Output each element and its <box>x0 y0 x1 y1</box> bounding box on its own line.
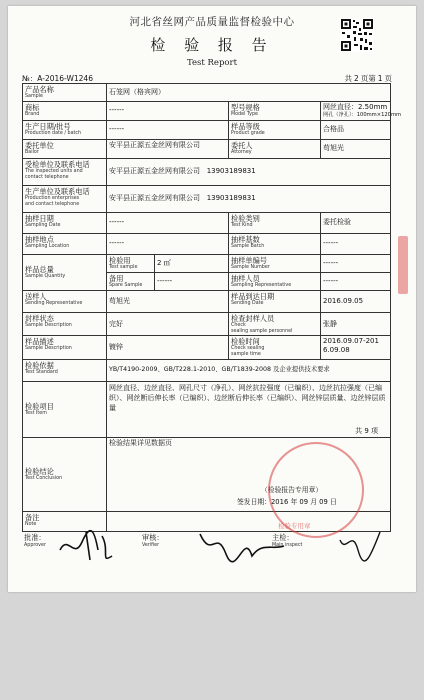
brand-value: ------ <box>107 101 229 120</box>
qr-code-icon <box>340 18 374 52</box>
row-items: 检验项目 Test Item 网丝直径、边丝直径、网孔尺寸（净孔）、网丝抗拉强度（已编织）、边丝抗拉强度（已编织）、网丝断后伸长率（已编织）、边丝断后伸长率（已编织）、网丝锌层质量、边丝锌层质量 共 9 项 <box>23 381 391 437</box>
report-title: 检 验 报 告 <box>150 36 274 54</box>
row-standard: 检验依据 Test Standard YB/T4190-2009、GB/T228.1-2010、GB/T1839-2008 及企业提供技术要求 <box>23 359 391 381</box>
approver-label: 批准： Approver <box>24 533 46 548</box>
inspector-label: 主检： Main inspect <box>272 533 303 548</box>
row-bailor: 委托单位 Bailor 安平县正源五金丝网有限公司 委托人 Attorney 苟旭光 <box>23 139 391 158</box>
row-description: 封样状态 Sample Description 完好 检查封样人员 Check sealing sample personnel 张静 <box>23 312 391 336</box>
row-spare-sample: 备用 Spare Sample ------ 抽样人员 Sampling Representative ------ <box>23 272 391 290</box>
report-subtitle: Test Report <box>187 58 237 68</box>
row-sending: 送样人 Sending Representative 苟旭光 样品到达日期 Sending Date 2016.09.05 <box>23 290 391 312</box>
side-seal-icon <box>398 236 408 294</box>
verifier-label: 审核： Verifier <box>142 533 164 548</box>
row-producer: 生产单位及联系电话 Production enterprises and contact telephone 安平县正源五金丝网有限公司 13903189831 <box>23 185 391 212</box>
row-sampling-date: 抽样日期 Sampling Date ------ 检验类别 Test Kind 委托检验 <box>23 212 391 233</box>
page-indicator: 共 2 页第 1 页 <box>344 74 392 83</box>
row-inspected-unit: 受检单位及联系电话 The inspected units and contact telephone 安平县正源五金丝网有限公司 13903189831 <box>23 158 391 185</box>
row-sample-desc: 样品描述 Sample Description 镀锌 检验时间 Check sealing sample time 2016.09.07-201 6.09.08 <box>23 336 391 360</box>
report-number: №：A-2016-W1246 <box>22 74 93 83</box>
row-brand: 商标 Brand ------ 型号规格 Model Type 网丝直径：2.50mm 网孔（净孔）：100mm×120mm <box>23 101 391 120</box>
org-name: 河北省丝网产品质量监督检验中心 <box>129 16 295 28</box>
row-production-date: 生产日期/批号 Production date / batch ------ 样品等级 Product grade 合格品 <box>23 120 391 139</box>
row-sampling-location: 抽样地点 Sampling Location ------ 抽样基数 Sample Batch ------ <box>23 233 391 254</box>
row-remark: 备注 Note <box>23 511 391 531</box>
row-conclusion: 检验结论 Test Conclusion 检验结果详见数据页 （检验报告专用章） 签发日期：2016 年 09 月 09 日 <box>23 437 391 511</box>
seal-text: 检验专用章 <box>278 522 311 530</box>
signature-row <box>22 531 390 561</box>
product-name-value: 石笼网（格宾网） <box>107 84 391 102</box>
row-sample-qty: 样品总量 Sample Quantity 检验用 Test sample 2 ㎡ 抽样单编号 Sample Number ------ <box>23 254 391 272</box>
row-product-name: 产品名称 Sample 石笼网（格宾网） <box>23 84 391 102</box>
